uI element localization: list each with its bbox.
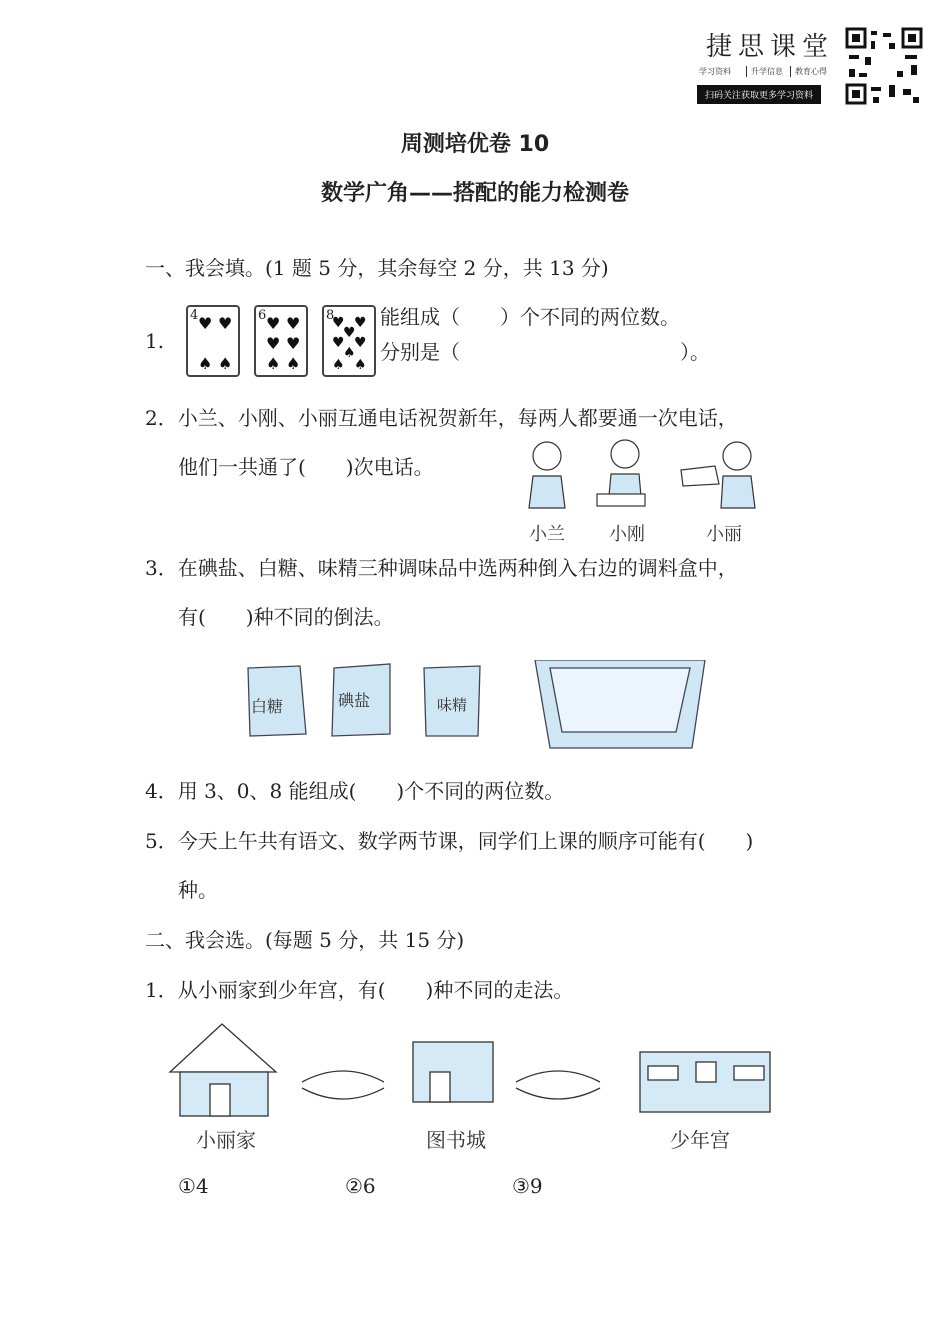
qr-code-icon — [845, 27, 923, 105]
svg-text:♠: ♠ — [266, 354, 281, 373]
svg-text:♥: ♥ — [266, 314, 281, 333]
playing-card-6: 6 ♥ ♥ ♥ ♥ ♠ ♠ — [254, 305, 308, 377]
svg-text:♠: ♠ — [198, 354, 213, 373]
header-tag: 学习资料 — [699, 67, 731, 76]
svg-text:♥: ♥ — [218, 314, 233, 333]
name-label: 小兰 — [529, 524, 565, 545]
place-label: 图书城 — [426, 1128, 486, 1152]
q4-text: 4．用 3、0、8 能组成( )个不同的两位数。 — [145, 779, 565, 803]
q5-line1: 5．今天上午共有语文、数学两节课，同学们上课的顺序可能有( ) — [145, 829, 754, 853]
svg-text:♥: ♥ — [343, 325, 356, 341]
svg-text:♥: ♥ — [286, 334, 301, 353]
section-heading: 二、我会选。(每题 5 分，共 15 分) — [145, 928, 465, 952]
header-tag: 教育心得 — [790, 66, 827, 77]
place-label: 小丽家 — [196, 1128, 256, 1152]
svg-text:♥: ♥ — [332, 315, 345, 331]
header-slogan: 扫码关注获取更多学习资料 — [697, 85, 821, 104]
option-3: ③9 — [512, 1174, 543, 1198]
route-illustration — [168, 1022, 788, 1122]
page-title: 周测培优卷 10 — [400, 132, 550, 157]
s2-q1-text: 1．从小丽家到少年宫，有( )种不同的走法。 — [145, 978, 574, 1002]
page-subtitle: 数学广角——搭配的能力检测卷 — [320, 181, 629, 206]
q2-line2: 他们一共通了( )次电话。 — [178, 455, 434, 479]
playing-card-4: 4 ♥ ♥ ♠ ♠ — [186, 305, 240, 377]
option-1: ①4 — [178, 1174, 209, 1198]
svg-text:♠: ♠ — [354, 357, 367, 373]
option-2: ②6 — [345, 1174, 376, 1198]
svg-text:♠: ♠ — [343, 345, 356, 361]
svg-text:♠: ♠ — [332, 357, 345, 373]
q2-line1: 2．小兰、小刚、小丽互通电话祝贺新年，每两人都要通一次电话， — [145, 406, 738, 430]
svg-text:♥: ♥ — [354, 315, 367, 331]
phone-call-illustration — [515, 436, 765, 516]
seasoning-bags-and-box — [240, 660, 715, 750]
brand-logo: 捷思课堂 — [706, 32, 835, 62]
svg-text:♥: ♥ — [198, 314, 213, 333]
svg-text:♠: ♠ — [286, 354, 301, 373]
q1-line1: 能组成（ ）个不同的两位数。 — [380, 305, 680, 329]
q3-line1: 3．在碘盐、白糖、味精三种调味品中选两种倒入右边的调料盒中， — [145, 556, 738, 580]
playing-card-8: 8 ♥ ♥ ♥ ♥ ♥ ♠ ♠ ♠ — [322, 305, 376, 377]
q5-line2: 种。 — [178, 878, 218, 902]
name-label: 小刚 — [609, 524, 645, 545]
q3-line2: 有( )种不同的倒法。 — [178, 605, 394, 629]
svg-text:♥: ♥ — [354, 335, 367, 351]
q1-line2: 分别是（ ）。 — [380, 340, 710, 364]
svg-text:♠: ♠ — [218, 354, 233, 373]
header-tag: 升学信息 — [746, 66, 783, 77]
item-label: 碘盐 — [338, 691, 371, 710]
question-number: 1. — [145, 329, 165, 353]
name-label: 小丽 — [706, 524, 742, 545]
svg-text:♥: ♥ — [332, 335, 345, 351]
item-label: 味精 — [437, 696, 468, 714]
svg-text:♥: ♥ — [266, 334, 281, 353]
section-heading: 一、我会填。(1 题 5 分，其余每空 2 分，共 13 分) — [145, 256, 609, 280]
item-label: 白糖 — [251, 697, 284, 716]
place-label: 少年宫 — [670, 1128, 730, 1152]
svg-text:♥: ♥ — [286, 314, 301, 333]
